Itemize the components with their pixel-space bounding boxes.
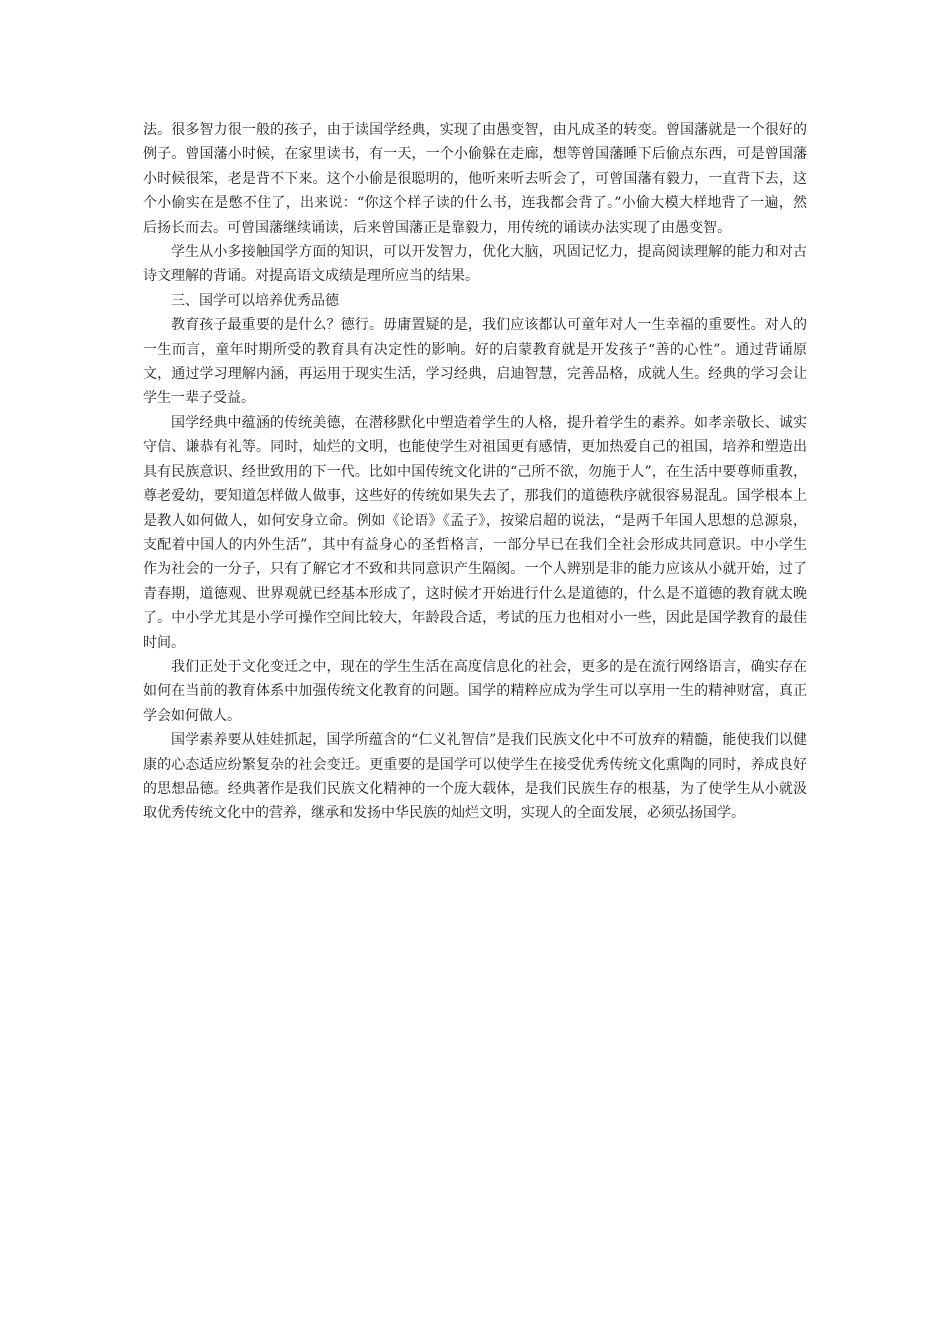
paragraph: 教育孩子最重要的是什么？德行。毋庸置疑的是，我们应该都认可童年对人一生幸福的重要性。对人的一生而言，童年时期所受的教育具有决定性的影响。好的启蒙教育就是开发孩子“善的心性”。通过背诵原文，通过学习理解内涵，再运用于现实生活，学习经典，启迪智慧，完善品格，成就人生。经典的学习会让学生一辈子受益。 <box>143 317 807 407</box>
paragraph: 国学经典中蕴涵的传统美德，在潜移默化中塑造着学生的人格，提升着学生的素养。如孝亲敬长、诚实守信、谦恭有礼等。同时，灿烂的文明，也能使学生对祖国更有感情，更加热爱自己的祖国，培养和塑造出具有民族意识、经世致用的下一代。比如中国传统文化讲的“己所不欲，勿施于人”，在生活中要尊师重教，尊老爱幼，要知道怎样做人做事，这些好的传统如果失去了，那我们的道德秩序就很容易混乱。国学根本上是教人如何做人，如何安身立命。例如《论语》《孟子》，按梁启超的说法，“是两千年国人思想的总源泉，支配着中国人的内外生活”，其中有益身心的圣哲格言，一部分早已在我们全社会形成共同意识。中小学生作为社会的一分子，只有了解它才不致和共同意识产生隔阂。一个人辨别是非的能力应该从小就开始，过了青春期，道德观、世界观就已经基本形成了，这时候才开始进行什么是道德的，什么是不道德的教育就太晚了。中小学尤其是小学可操作空间比较大，年龄段合适，考试的压力也相对小一些，因此是国学教育的最佳时间。 <box>143 414 807 651</box>
paragraph: 学生从小多接触国学方面的知识，可以开发智力，优化大脑，巩固记忆力，提高阅读理解的能力和对古诗文理解的背诵。对提高语文成绩是理所应当的结果。 <box>143 244 807 285</box>
paragraph-continuation: 法。很多智力很一般的孩子，由于读国学经典，实现了由愚变智，由凡成圣的转变。曾国藩就是一个很好的例子。曾国藩小时候，在家里读书，有一天，一个小偷躲在走廊，想等曾国藩睡下后偷点东西，可是曾国藩小时候很笨，老是背不下来。这个小偷是很聪明的，他听来听去听会了，可曾国藩有毅力，一直背下去，这个小偷实在是憋不住了，出来说：“你这个样子读的什么书，连我都会背了。”小偷大模大样地背了一遍，然后扬长而去。可曾国藩继续诵读，后来曾国藩正是靠毅力，用传统的诵读办法实现了由愚变智。 <box>143 122 807 236</box>
document-body <box>143 118 807 826</box>
section-heading: 三、国学可以培养优秀品德 <box>171 292 339 309</box>
paragraph: 我们正处于文化变迁之中，现在的学生生活在高度信息化的社会，更多的是在流行网络语言，确实存在如何在当前的教育体系中加强传统文化教育的问题。国学的精粹应成为学生可以享用一生的精神财富，真正学会如何做人。 <box>143 658 807 724</box>
paragraph: 国学素养要从娃娃抓起，国学所蕴含的“仁义礼智信”是我们民族文化中不可放弃的精髓，能使我们以健康的心态适应纷繁复杂的社会变迁。更重要的是国学可以使学生在接受优秀传统文化熏陶的同时，养成良好的思想品德。经典著作是我们民族文化精神的一个庞大载体，是我们民族生存的根基，为了使学生从小就汲取优秀传统文化中的营养，继承和发扬中华民族的灿烂文明，实现人的全面发展，必须弘扬国学。 <box>143 732 807 822</box>
